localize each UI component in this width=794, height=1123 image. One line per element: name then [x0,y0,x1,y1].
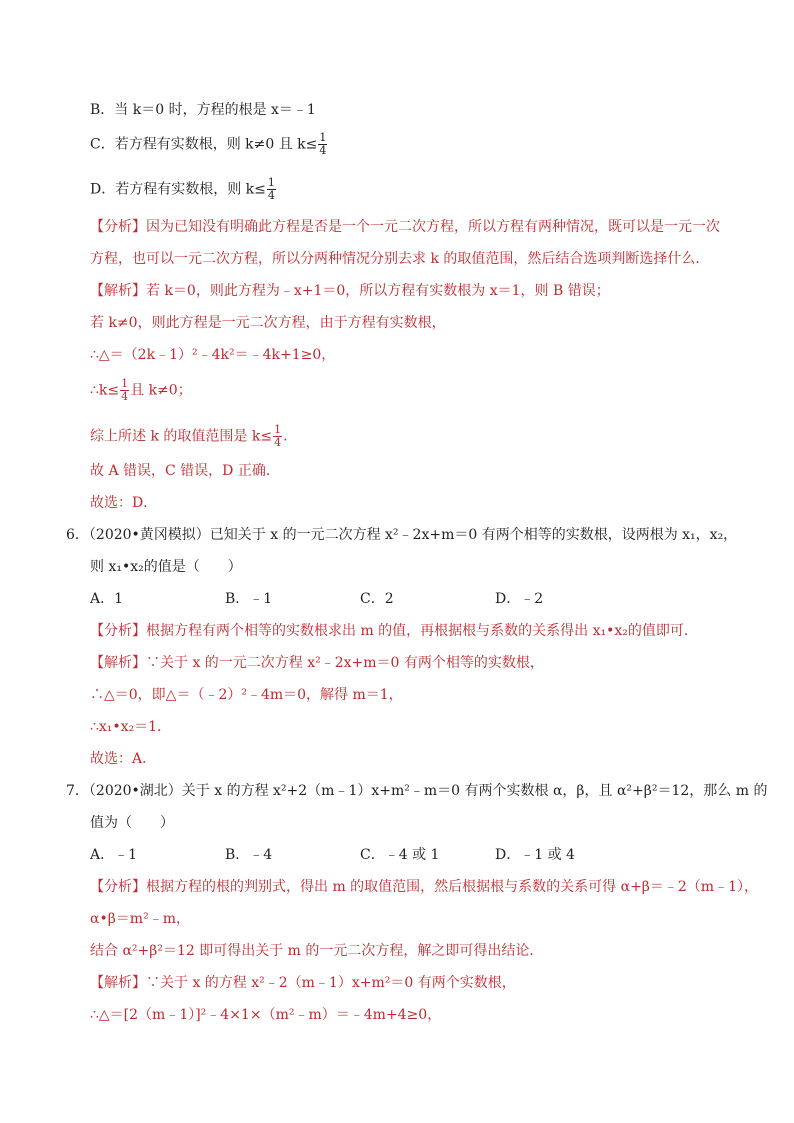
solution-text: ∵关于 x 的方程 x²﹣2（m﹣1）x+m²＝0 有两个实数根， [146,975,516,991]
option-b-text: B．当 k＝0 时，方程的根是 x＝﹣1 [90,102,316,118]
fraction-numerator: 1 [121,377,129,390]
question-6-options [90,590,543,608]
option-a: A．1 [90,591,124,607]
solution-6-line-3: ∴x₁•x₂＝1． [90,719,172,735]
option-c-text: C．若方程有实数根，则 k≠0 且 k≤ [90,136,318,153]
fraction [318,132,327,157]
solution-6-line-4: 故选：A． [90,751,157,767]
fraction-denominator: 4 [274,436,282,449]
analysis-tag: 【分析】 [90,219,146,235]
solution-5-line-1 [90,282,610,300]
solution-5-line-4 [90,378,192,403]
question-6-stem-line-2: 则 x₁•x₂的值是（ ） [90,559,242,575]
question-7-stem-line-2: 值为（ ） [90,815,174,831]
fraction-numerator: 1 [319,131,327,144]
solution-text: 综上所述 k 的取值范围是 k≤ [90,428,273,445]
solution-5-line-7: 故选：D． [90,495,158,511]
solution-6-line-2: ∴△＝0，即△＝（﹣2）²﹣4m＝0，解得 m＝1， [90,687,403,703]
fraction-denominator: 4 [319,144,327,157]
fraction-numerator: 1 [274,423,282,436]
analysis-5-line-1 [90,218,720,236]
solution-text: ∴k≤ [90,382,120,399]
solution-text: ． [283,428,298,445]
question-7-stem-line-1: 7．（2020•湖北）关于 x 的方程 x²+2（m﹣1）x+m²﹣m＝0 有两个实数根 α，β，且 α²+β²＝12，那么 m 的 [66,783,768,799]
solution-text: 且 k≠0； [130,382,192,399]
fraction [273,424,282,449]
fraction [267,177,276,202]
solution-7-line-2: ∴△＝[2（m﹣1）]²﹣4×1×（m²﹣m）＝﹣4m+4≥0， [90,1007,442,1023]
solution-tag: 【解析】 [90,655,146,671]
question-7-options [90,846,575,864]
solution-5-line-5 [90,424,297,449]
analysis-6 [90,622,698,640]
solution-6-line-1 [90,654,544,672]
option-b: B．﹣1 [225,591,273,607]
fraction-numerator: 1 [267,176,275,189]
option-d: D．﹣1 或 4 [495,847,575,863]
fraction [120,378,129,403]
analysis-tag: 【分析】 [90,879,146,895]
option-d-line [90,177,277,202]
solution-text: 若 k＝0，则此方程为﹣x+1＝0，所以方程有实数根为 x＝1，则 B 错误； [146,283,610,299]
option-b: B．﹣4 [225,847,273,863]
analysis-7-line-1 [90,878,758,896]
solution-tag: 【解析】 [90,283,146,299]
solution-text: ∵关于 x 的一元二次方程 x²﹣2x+m＝0 有两个相等的实数根， [146,655,544,671]
option-c: C．﹣4 或 1 [360,847,440,863]
analysis-text: 因为已知没有明确此方程是否是一个一元二次方程，所以方程有两种情况，既可以是一元一次 [146,219,720,235]
solution-tag: 【解析】 [90,975,146,991]
solution-7-line-1 [90,974,516,992]
analysis-7-line-3: 结合 α²+β²＝12 即可得出关于 m 的一元二次方程，解之即可得出结论． [90,943,544,959]
analysis-text: 根据方程的根的判别式，得出 m 的取值范围，然后根据根与系数的关系可得 α+β＝﹣2（m﹣1）， [146,879,758,895]
solution-5-line-2: 若 k≠0，则此方程是一元二次方程，由于方程有实数根， [90,315,446,331]
fraction-denominator: 4 [121,390,129,403]
option-c: C．2 [360,591,394,607]
solution-5-line-3: ∴△＝（2k﹣1）²﹣4k²＝﹣4k+1≥0， [90,347,336,363]
analysis-7-line-2: α•β＝m²﹣m， [90,911,190,927]
fraction-denominator: 4 [267,189,275,202]
analysis-tag: 【分析】 [90,623,146,639]
option-d: D．﹣2 [495,591,544,607]
question-6-stem-line-1: 6．（2020•黄冈模拟）已知关于 x 的一元二次方程 x²﹣2x+m＝0 有两个相等的实数根，设两根为 x₁，x₂， [66,527,738,543]
option-c-line [90,132,328,157]
solution-5-line-6: 故 A 错误，C 错误，D 正确． [90,463,280,479]
analysis-5-line-2: 方程，也可以一元二次方程，所以分两种情况分别去求 k 的取值范围，然后结合选项判断选择什么． [90,251,710,267]
option-d-text: D．若方程有实数根，则 k≤ [90,181,266,198]
analysis-text: 根据方程有两个相等的实数根求出 m 的值，再根据根与系数的关系得出 x₁•x₂的值即可． [146,623,698,639]
option-a: A．﹣1 [90,847,138,863]
